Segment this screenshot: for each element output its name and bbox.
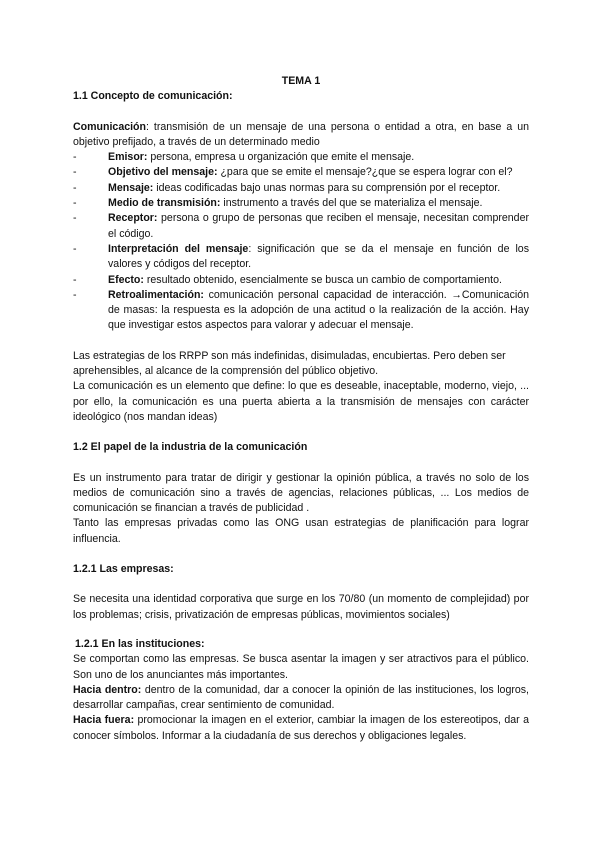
list-item bbox=[108, 273, 529, 288]
list-item-text: ¿para que se emite el mensaje?¿que se espera lograr con el? bbox=[217, 166, 513, 179]
list-item bbox=[108, 181, 529, 196]
communication-definition-text: : transmisión de un mensaje de una persona o entidad a otra, en base a un objetivo prefijado, a través de un determinado medio bbox=[73, 120, 529, 148]
document-title: TEMA 1 bbox=[281, 75, 321, 87]
list-item-term: Objetivo del mensaje: bbox=[108, 166, 218, 179]
communication-elements-list bbox=[73, 150, 529, 334]
outward-term: Hacia fuera: bbox=[73, 714, 135, 727]
list-item-text: comunicación personal capacidad de interacción. →Comunicación de masas: la respuesta es la adopción de una actitud o la realización de la acción. Hay que investigar estos aspectos para valorar y adecuar el mensaje. bbox=[108, 288, 529, 332]
list-item bbox=[108, 242, 529, 273]
section-1-2-paragraph-2: Tanto las empresas privadas como las ONG usan estrategias de planificación para lograr influencia. bbox=[73, 517, 529, 545]
list-item-text: persona o grupo de personas que reciben el mensaje, necesitan comprender el código. bbox=[108, 212, 529, 240]
section-1-2-heading: 1.2 El papel de la industria de la comunicación bbox=[73, 441, 308, 454]
section-1-2-1-heading: 1.2.1 Las empresas: bbox=[73, 563, 174, 576]
list-item bbox=[108, 196, 529, 211]
communication-definition bbox=[73, 120, 529, 151]
section-1-2-paragraph-1: Es un instrumento para tratar de dirigir y gestionar la opinión pública, a través no solo de los medios de comunicación sino a través de agencias, relaciones públicas, ... Los medios de comunicación se financian a través de publicidad . bbox=[73, 471, 529, 515]
list-item-text: ideas codificadas bajo unas normas para su comprensión por el receptor. bbox=[153, 181, 501, 194]
list-item-text: persona, empresa u organización que emite el mensaje. bbox=[147, 151, 415, 164]
section-1-1-heading: 1.1 Concepto de comunicación: bbox=[73, 90, 233, 103]
list-item-text: instrumento a través del que se materializa el mensaje. bbox=[220, 197, 483, 210]
document-page bbox=[73, 74, 529, 744]
rrpp-paragraph: Las estrategias de los RRPP son más indefinidas, disimuladas, encubiertas. Pero deben ser aprehensibles, al alcance de la comprensión del público objetivo. bbox=[73, 349, 506, 378]
outward-text: promocionar la imagen en el exterior, cambiar la imagen de los estereotipos, dar a conocer símbolos. Informar a la ciudadanía de sus derechos y obligaciones legales. bbox=[73, 714, 529, 742]
list-item-text: resultado obtenido, esencialmente se busca un cambio de comportamiento. bbox=[143, 273, 502, 286]
list-item-term: Efecto: bbox=[108, 273, 144, 286]
ideology-paragraph: La comunicación es un elemento que define: lo que es deseable, inaceptable, moderno, viejo, ... por ello, la comunicación es una puerta abierta a la transmisión de mensajes con carácter ideológico (nos mandan ideas) bbox=[73, 380, 529, 423]
list-item bbox=[108, 165, 529, 180]
inward-paragraph bbox=[73, 683, 529, 714]
institutions-heading: 1.2.1 En las instituciones: bbox=[75, 637, 205, 650]
institutions-paragraph: Se comportan como las empresas. Se busca asentar la imagen y ser atractivos para el público. Son uno de los anunciantes más importantes. bbox=[73, 653, 529, 681]
companies-paragraph: Se necesita una identidad corporativa que surge en los 70/80 (un momento de complejidad) por los problemas; crisis, privatización de empresas públicas, movimientos sociales) bbox=[73, 593, 529, 621]
outward-paragraph bbox=[73, 713, 529, 744]
list-item bbox=[108, 211, 529, 242]
list-item-term: Retroalimentación: bbox=[108, 288, 204, 301]
communication-term: Comunicación bbox=[73, 120, 146, 133]
list-item-term: Medio de transmisión: bbox=[108, 197, 221, 210]
list-item-text: : significación que se da el mensaje en función de los valores y códigos del receptor. bbox=[108, 242, 529, 271]
list-item-term: Emisor: bbox=[108, 151, 148, 164]
list-item bbox=[108, 288, 529, 334]
list-item-term: Mensaje: bbox=[108, 181, 154, 194]
list-item bbox=[108, 150, 529, 165]
list-item-term: Interpretación del mensaje bbox=[108, 242, 249, 255]
inward-term: Hacia dentro: bbox=[73, 683, 142, 696]
inward-text: dentro de la comunidad, dar a conocer la opinión de las instituciones, los logros, desarrollar campañas, crear sentimiento de comunidad. bbox=[73, 683, 530, 712]
list-item-term: Receptor: bbox=[108, 212, 158, 225]
